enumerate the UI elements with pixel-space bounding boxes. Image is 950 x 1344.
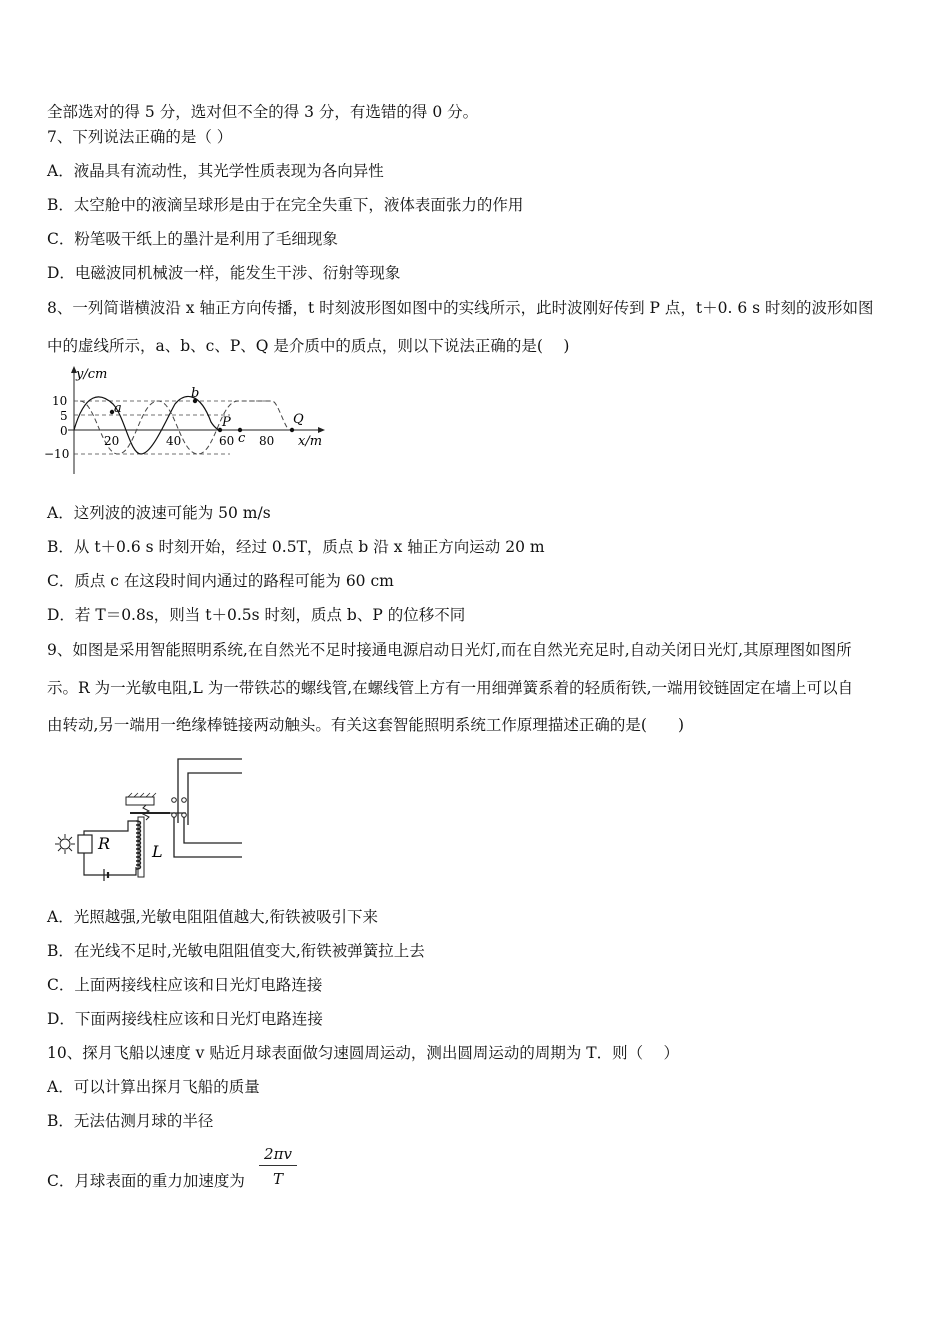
q10-option-a: A．可以计算出探月飞船的质量 xyxy=(47,1078,260,1096)
q10-option-b: B．无法估测月球的半径 xyxy=(47,1112,214,1130)
fraction-denominator: T xyxy=(272,1170,283,1188)
q9-stem-line3: 由转动,另一端用一绝缘棒链接两动触头。有关这套智能照明系统工作原理描述正确的是( ) xyxy=(47,716,685,734)
q10-fraction xyxy=(259,1145,297,1188)
q7-option-b: B．太空舱中的液滴呈球形是由于在完全失重下，液体表面张力的作用 xyxy=(47,196,524,214)
q7-option-c: C．粉笔吸干纸上的墨汁是利用了毛细现象 xyxy=(47,230,338,248)
fraction-numerator: 2πv xyxy=(264,1145,292,1163)
point-Q xyxy=(290,428,294,432)
y-axis-label: y/cm xyxy=(76,367,108,382)
q9-option-d: D．下面两接线柱应该和日光灯电路连接 xyxy=(47,1010,323,1028)
q9-circuit-figure xyxy=(48,755,248,890)
solid-wave-curve xyxy=(74,397,220,454)
label-a: a xyxy=(114,401,122,416)
x-axis-label: x/m xyxy=(298,434,323,449)
photoresistor-R xyxy=(78,835,92,853)
label-L: L xyxy=(152,842,163,861)
x-tick-80: 80 xyxy=(259,434,275,448)
q7-option-a: A．液晶具有流动性，其光学性质表现为各向异性 xyxy=(47,162,384,180)
label-R: R xyxy=(98,834,111,853)
q8-stem-line2: 中的虚线所示，a、b、c、P、Q 是介质中的质点，则以下说法正确的是( ) xyxy=(47,337,570,355)
x-axis-arrow xyxy=(318,427,325,433)
label-P: P xyxy=(222,415,231,430)
y-tick-10: 10 xyxy=(52,394,68,408)
label-Q: Q xyxy=(293,412,304,427)
q9-stem-line1: 9、如图是采用智能照明系统,在自然光不足时接通电源启动日光灯,而在自然光充足时,自动关闭日光灯,其原理图如图所 xyxy=(47,641,852,659)
q8-option-c: C．质点 c 在这段时间内通过的路程可能为 60 cm xyxy=(47,572,394,590)
upper-contact-right xyxy=(182,798,187,803)
y-tick-5: 5 xyxy=(60,409,68,423)
intro-line: 全部选对的得 5 分，选对但不全的得 3 分，有选错的得 0 分。 xyxy=(47,103,479,121)
lower-lamp-wire-inner xyxy=(184,815,242,843)
q10-option-c: C．月球表面的重力加速度为 xyxy=(47,1172,245,1190)
label-b: b xyxy=(191,386,200,401)
y-tick-neg10: −10 xyxy=(44,447,70,461)
x-tick-60: 60 xyxy=(219,434,235,448)
q8-stem-line1: 8、一列简谐横波沿 x 轴正方向传播，t 时刻波形图如图中的实线所示，此时波刚好传到 P 点，t＋0. 6 s 时刻的波形如图 xyxy=(47,299,874,317)
q7-stem: 7、下列说法正确的是（ ） xyxy=(47,128,233,146)
q9-stem-line2: 示。R 为一光敏电阻,L 为一带铁芯的螺线管,在螺线管上方有一用细弹簧系着的轻质衔铁,一端用铰链固定在墙上可以自 xyxy=(47,679,854,697)
q7-option-d: D．电磁波同机械波一样，能发生干涉、衍射等现象 xyxy=(47,264,401,282)
q8-wave-figure xyxy=(40,362,340,482)
x-tick-20: 20 xyxy=(104,434,120,448)
q9-option-b: B．在光线不足时,光敏电阻阻值变大,衔铁被弹簧拉上去 xyxy=(47,942,425,960)
q9-option-a: A．光照越强,光敏电阻阻值越大,衔铁被吸引下来 xyxy=(47,908,379,926)
upper-lamp-wire-inner xyxy=(188,773,242,825)
q8-option-a: A．这列波的波速可能为 50 m/s xyxy=(47,504,271,522)
coil xyxy=(136,821,141,869)
x-tick-40: 40 xyxy=(166,434,182,448)
q8-option-b: B．从 t＋0.6 s 时刻开始，经过 0.5T，质点 b 沿 x 轴正方向运动 20 m xyxy=(47,538,545,556)
q9-option-c: C．上面两接线柱应该和日光灯电路连接 xyxy=(47,976,323,994)
wall-hatch xyxy=(126,797,154,805)
y-tick-0: 0 xyxy=(60,424,68,438)
q8-option-d: D．若 T＝0.8s，则当 t＋0.5s 时刻，质点 b、P 的位移不同 xyxy=(47,606,466,624)
label-c: c xyxy=(238,431,246,446)
sun-icon xyxy=(60,839,70,849)
upper-contact-left xyxy=(172,798,177,803)
q10-stem: 10、探月飞船以速度 v 贴近月球表面做匀速圆周运动，测出圆周运动的周期为 T．则（ ） xyxy=(47,1044,680,1062)
